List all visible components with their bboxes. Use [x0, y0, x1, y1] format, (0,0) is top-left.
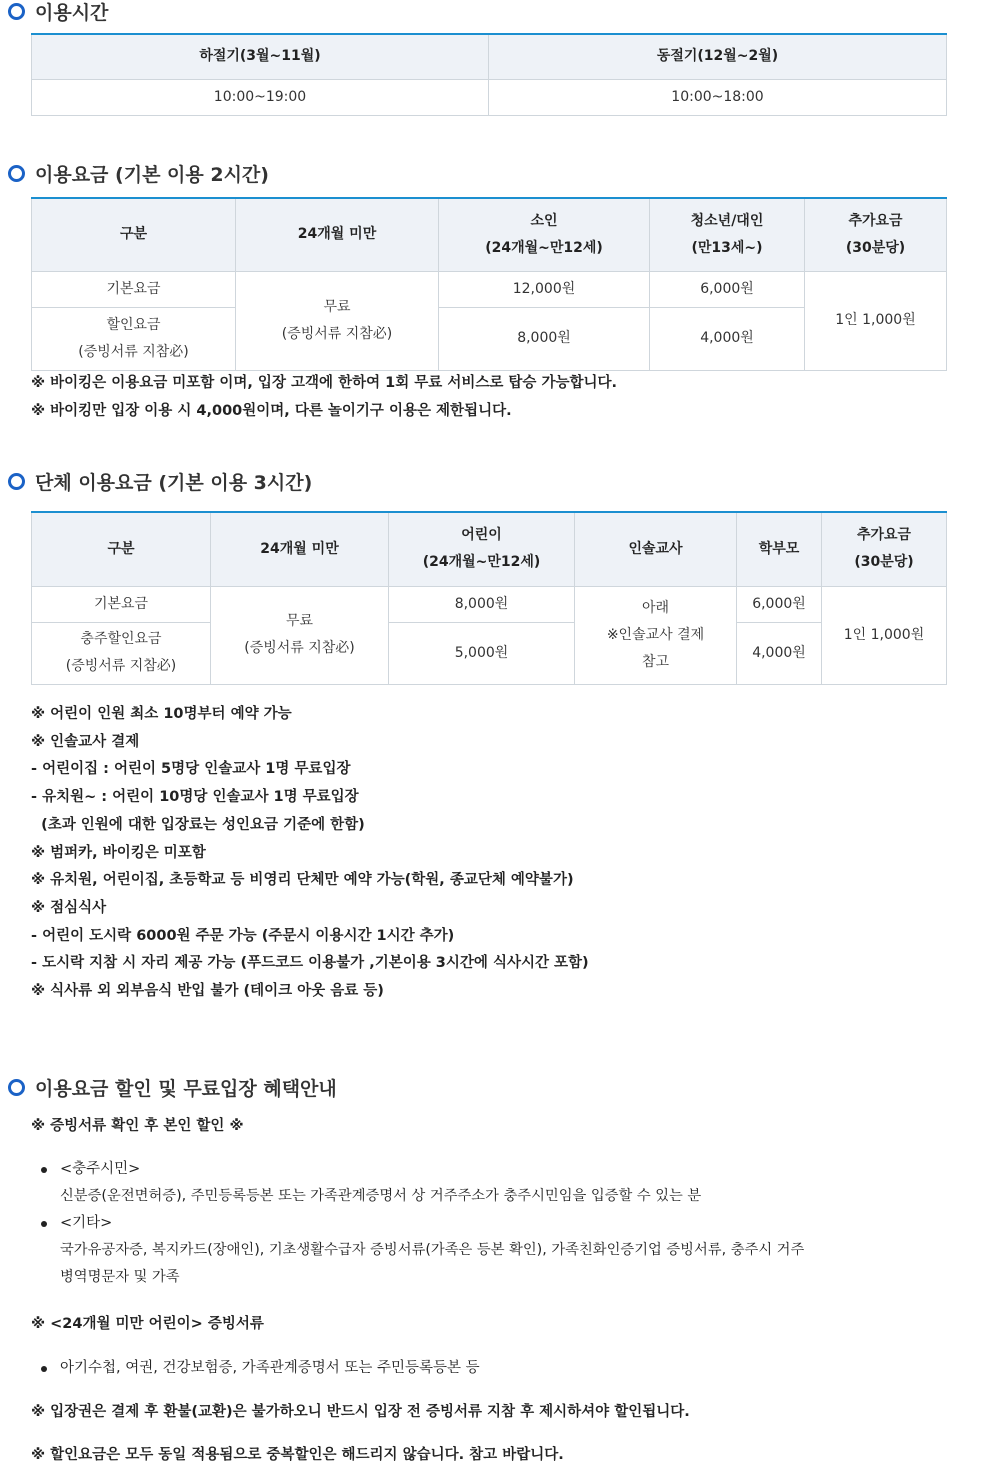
circle-bullet-icon	[8, 3, 25, 20]
group-header-extra-unit: (30분당)	[854, 554, 914, 571]
benefit-item-head: <기타>	[60, 1215, 113, 1231]
group-header-category: 구분	[32, 512, 211, 586]
group-table	[31, 511, 947, 685]
group-row-discount-label	[32, 622, 211, 684]
infant-proof-title: ※ <24개월 미만 어린이> 증빙서류	[31, 1316, 264, 1332]
fees-row-discount-label	[32, 307, 236, 370]
circle-bullet-icon	[8, 165, 25, 182]
hours-value-winter: 10:00~18:00	[489, 79, 947, 115]
fees-header-adult-label: 청소년/대인	[690, 212, 764, 229]
fees-header-extra	[805, 198, 947, 271]
group-note: ※ 유치원, 어린이집, 초등학교 등 비영리 단체만 예약 가능(학원, 종교단체 예약불가)	[31, 872, 574, 889]
section-title-hours-text: 이용시간	[35, 2, 109, 24]
section-title-group	[8, 468, 312, 495]
fees-header-extra-label: 추가요금	[848, 212, 903, 229]
group-infant-free-label: 무료	[285, 613, 314, 629]
section-title-fees	[8, 160, 269, 187]
duplicate-discount-note: ※ 할인요금은 모두 동일 적용됨으로 중복할인은 해드리지 않습니다. 참고 바랍니다.	[31, 1447, 564, 1463]
group-note: ※ 범퍼카, 바이킹은 미포함	[31, 844, 206, 861]
list-item	[38, 1355, 480, 1382]
group-header-teacher: 인솔교사	[575, 512, 737, 586]
group-child-basic: 8,000원	[389, 586, 575, 622]
group-header-child-age: (24개월~만12세)	[422, 554, 541, 571]
group-notes	[31, 701, 589, 1006]
list-item	[38, 1156, 804, 1210]
group-row-discount-title: 충주할인요금	[80, 631, 162, 647]
infant-proof-list	[38, 1355, 480, 1382]
group-row-basic-label: 기본요금	[32, 586, 211, 622]
group-header-infant: 24개월 미만	[211, 512, 389, 586]
list-item	[38, 1210, 804, 1291]
fees-header-infant: 24개월 미만	[236, 198, 439, 271]
fees-adult-basic: 6,000원	[650, 271, 805, 307]
bullet-dot-icon	[41, 1366, 47, 1372]
circle-bullet-icon	[8, 1079, 25, 1096]
fees-row-discount-sub: (증빙서류 지참必)	[78, 343, 189, 360]
group-note: ※ 인솔교사 결제	[31, 733, 140, 750]
section-title-benefits	[8, 1074, 337, 1101]
group-teacher-note-line: 아래	[641, 599, 670, 616]
group-header-parent: 학부모	[737, 512, 822, 586]
fees-infant-free-label: 무료	[323, 298, 351, 315]
bullet-dot-icon	[41, 1221, 47, 1227]
group-teacher-note	[575, 586, 737, 684]
group-teacher-note-line: ※인솔교사 결제	[606, 626, 705, 643]
group-infant-free-note: (증빙서류 지참必)	[244, 640, 355, 656]
fees-infant-free-note: (증빙서류 지참必)	[281, 325, 393, 342]
group-note: - 어린이집 : 어린이 5명당 인솔교사 1명 무료입장	[31, 761, 351, 778]
fees-header-extra-unit: (30분당)	[845, 239, 906, 256]
benefits-list	[38, 1156, 804, 1291]
group-row-discount-sub: (증빙서류 지참必)	[65, 658, 177, 674]
group-parent-discount: 4,000원	[737, 622, 822, 684]
hours-table	[31, 33, 947, 116]
hours-header-winter: 동절기(12월~2월)	[489, 34, 947, 79]
group-header-child	[389, 512, 575, 586]
refund-note: ※ 입장권은 결제 후 환불(교환)은 불가하오니 반드시 입장 전 증빙서류 지참 후 제시하셔야 할인됩니다.	[31, 1404, 690, 1420]
group-note: ※ 어린이 인원 최소 10명부터 예약 가능	[31, 706, 292, 722]
group-note: ※ 식사류 외 외부음식 반입 불가 (테이크 아웃 음료 등)	[31, 983, 384, 1000]
section-title-fees-text: 이용요금 (기본 이용 2시간)	[35, 164, 269, 186]
group-note: - 유치원~ : 어린이 10명당 인솔교사 1명 무료입장	[31, 789, 359, 806]
infant-proof-item: 아기수첩, 여권, 건강보험증, 가족관계증명서 또는 주민등록등본 등	[60, 1360, 480, 1376]
group-header-extra	[822, 512, 947, 586]
section-title-benefits-text: 이용요금 할인 및 무료입장 혜택안내	[35, 1078, 337, 1100]
group-note: - 어린이 도시락 6000원 주문 가능 (주문시 이용시간 1시간 추가)	[31, 927, 455, 944]
group-child-discount: 5,000원	[389, 622, 575, 684]
group-teacher-note-line: 참고	[641, 653, 670, 670]
circle-bullet-icon	[8, 473, 25, 490]
fees-note: ※ 바이킹은 이용요금 미포함 이며, 입장 고객에 한하여 1회 무료 서비스로 탑승 가능합니다.	[31, 375, 618, 391]
group-note: - 도시락 지참 시 자리 제공 가능 (푸드코드 이용불가 ,기본이용 3시간에 식사시간 포함)	[31, 955, 589, 972]
fees-row-basic-label: 기본요금	[32, 271, 236, 307]
benefit-item-body: 신분증(운전면허증), 주민등록등본 또는 가족관계증명서 상 거주주소가 충주시민임을 입증할 수 있는 분	[60, 1188, 702, 1204]
group-parent-basic: 6,000원	[737, 586, 822, 622]
benefit-item-body-cont: 병역명문자 및 가족	[60, 1269, 180, 1285]
group-header-extra-label: 추가요금	[856, 527, 912, 544]
fees-header-adult-age: (만13세~)	[691, 239, 763, 256]
fees-adult-discount: 4,000원	[650, 307, 805, 370]
fees-header-child-label: 소인	[530, 212, 558, 229]
benefit-item-body: 국가유공자증, 복지카드(장애인), 기초생활수급자 증빙서류(가족은 등본 확인), 가족친화인증기업 증빙서류, 충주시 거주	[60, 1242, 805, 1258]
group-note: ※ 점심식사	[31, 899, 107, 916]
hours-header-summer: 하절기(3월~11월)	[32, 34, 489, 79]
fees-infant-free	[236, 271, 439, 370]
section-title-hours	[8, 0, 108, 25]
benefit-item-head: <충주시민>	[60, 1161, 141, 1177]
fees-header-adult	[650, 198, 805, 271]
group-infant-free	[211, 586, 389, 684]
group-header-child-label: 어린이	[461, 527, 502, 544]
fees-header-category: 구분	[32, 198, 236, 271]
section-title-group-text: 단체 이용요금 (기본 이용 3시간)	[35, 472, 313, 494]
fees-table	[31, 197, 947, 371]
fees-child-discount: 8,000원	[439, 307, 650, 370]
fees-notes	[31, 370, 617, 425]
fees-extra: 1인 1,000원	[805, 271, 947, 370]
fees-note: ※ 바이킹만 입장 이용 시 4,000원이며, 다른 놀이기구 이용은 제한됩니다.	[31, 402, 512, 419]
fees-header-child-age: (24개월~만12세)	[485, 239, 603, 256]
benefits-proof-note: ※ 증빙서류 확인 후 본인 할인 ※	[31, 1118, 244, 1134]
hours-value-summer: 10:00~19:00	[32, 79, 489, 115]
group-extra: 1인 1,000원	[822, 586, 947, 684]
fees-row-discount-title: 할인요금	[106, 316, 161, 333]
group-note: (초과 인원에 대한 입장료는 성인요금 기준에 한함)	[31, 816, 365, 833]
fees-header-child	[439, 198, 650, 271]
fees-child-basic: 12,000원	[439, 271, 650, 307]
bullet-dot-icon	[41, 1167, 47, 1173]
